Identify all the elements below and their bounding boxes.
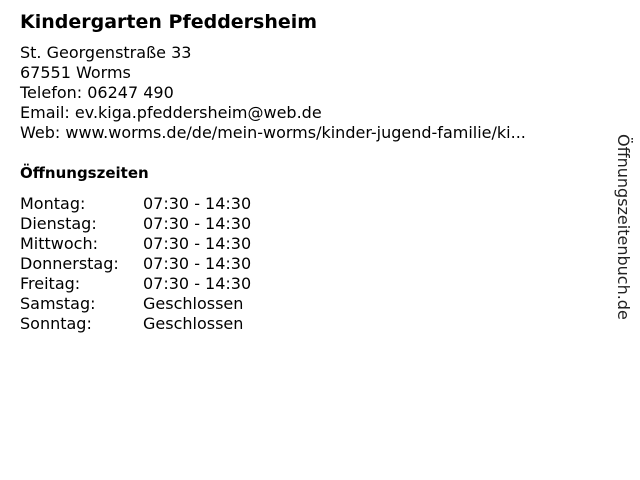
address-street: St. Georgenstraße 33 <box>20 43 192 62</box>
table-row <box>20 194 251 214</box>
email-line: Email: ev.kiga.pfeddersheim@web.de <box>20 103 322 122</box>
address-city: 67551 Worms <box>20 63 131 82</box>
opening-hours-heading: Öffnungszeiten <box>20 164 149 182</box>
table-row <box>20 254 251 274</box>
day-hours: 07:30 - 14:30 <box>143 254 252 273</box>
table-row <box>20 314 251 334</box>
table-row <box>20 294 251 314</box>
web-line: Web: www.worms.de/de/mein-worms/kinder-jugend-familie/ki... <box>20 123 526 142</box>
site-watermark: Öffnungszeitenbuch.de <box>614 134 633 320</box>
day-label: Freitag: <box>20 274 81 293</box>
day-label: Samstag: <box>20 294 96 313</box>
day-label: Dienstag: <box>20 214 97 233</box>
day-hours: 07:30 - 14:30 <box>143 234 252 253</box>
day-label: Montag: <box>20 194 86 213</box>
opening-hours-table <box>20 194 251 334</box>
day-label: Sonntag: <box>20 314 92 333</box>
table-row <box>20 234 251 254</box>
day-hours: Geschlossen <box>143 294 244 313</box>
day-label: Mittwoch: <box>20 234 98 253</box>
contact-block <box>20 43 526 143</box>
table-row <box>20 214 251 234</box>
day-hours: 07:30 - 14:30 <box>143 214 252 233</box>
day-label: Donnerstag: <box>20 254 119 273</box>
table-row <box>20 274 251 294</box>
phone-line: Telefon: 06247 490 <box>20 83 174 102</box>
day-hours: 07:30 - 14:30 <box>143 274 252 293</box>
day-hours: 07:30 - 14:30 <box>143 194 252 213</box>
page-title: Kindergarten Pfeddersheim <box>20 11 318 33</box>
day-hours: Geschlossen <box>143 314 244 333</box>
